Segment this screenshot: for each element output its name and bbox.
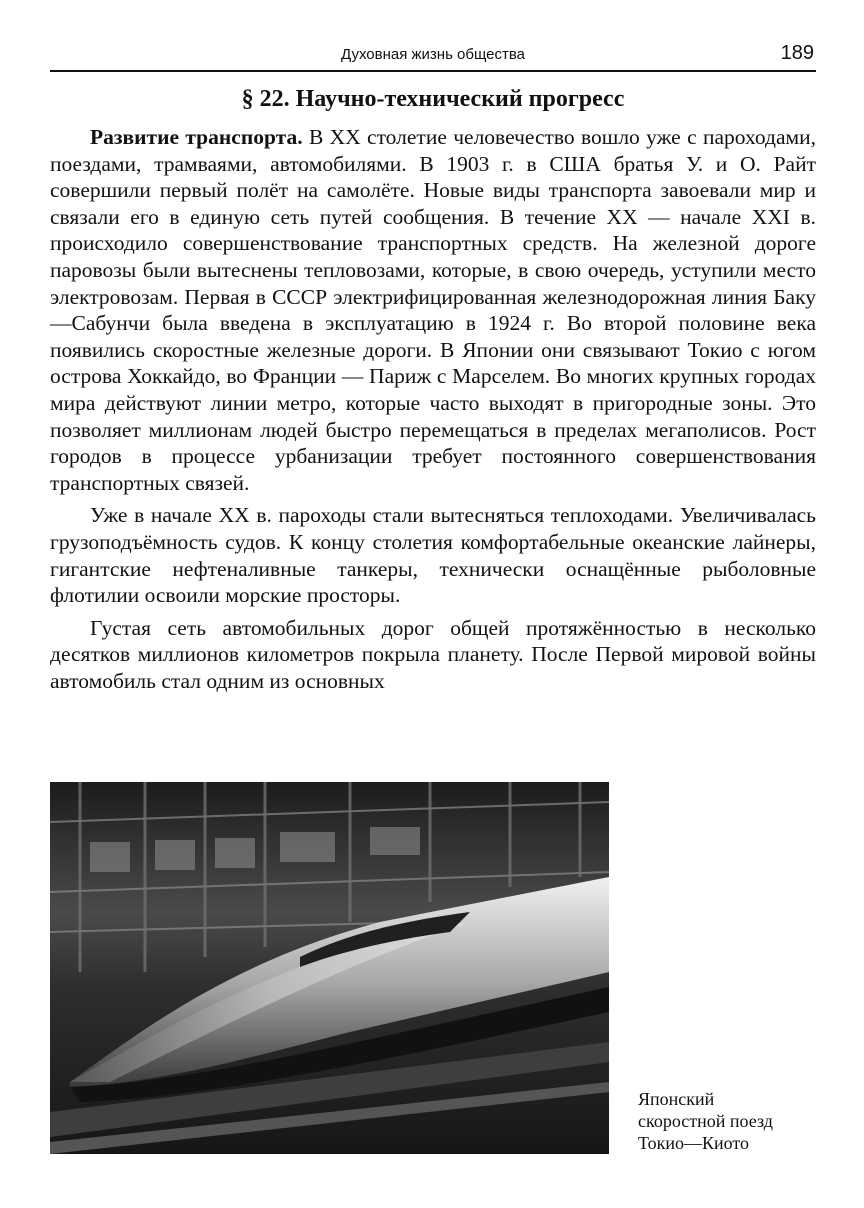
caption-line: Токио—Киото xyxy=(638,1133,750,1153)
train-photo-illustration xyxy=(50,782,609,1154)
photo-caption xyxy=(638,1088,838,1154)
paragraph-roads: Густая сеть автомобильных дорог общей протяжённостью в несколько десятков миллионов километров покрыла планету. После Первой мировой войны автомобиль стал одним из основных xyxy=(50,615,816,693)
paragraph-transport xyxy=(50,124,816,496)
running-title: Духовная жизнь общества xyxy=(340,46,526,63)
section-title: § 22. Научно-технический прогресс xyxy=(241,86,625,112)
paragraph-text: В XX столетие человечество вошло уже с пароходами, поездами, трамваями, автомобилями. В 1903 г. в США братья У. и О. Райт совершили первый полёт на самолёте. Новые виды транспорта завоевали мир и связали его в единую сеть путей сообщения. В течение XX — начале XXI в. происходило совершенствование транспортных средств. На железной дороге паровозы были вытеснены тепловозами, которые, в свою очередь, уступили место электровозам. Первая в СССР электрифицированная железнодорожная линия Баку—Сабунчи была введена в эксплуатацию в 1924 г. Во второй половине века появились скоростные железные дороги. В Японии они связывают Токио с югом острова Хоккайдо, во Франции — Париж с Марселем. Во многих крупных городах мира действуют линии метро, которые часто выходят в пригородные зоны. Это позволяет миллионам людей быстро перемещаться в пределах мегаполисов. Рост городов в процессе урбанизации требует постоянного совершенствования транспортных связей. xyxy=(50,125,817,495)
paragraph-ships: Уже в начале XX в. пароходы стали вытесняться теплоходами. Увеличивалась грузоподъёмность судов. К концу столетия комфортабельные океанские лайнеры, гигантские нефтеналивные танкеры, технически оснащённые рыболовные флотилии освоили морские просторы. xyxy=(50,503,816,608)
caption-line: скоростной поезд xyxy=(638,1111,773,1131)
page-number: 189 xyxy=(780,42,814,64)
body-text xyxy=(50,124,816,700)
page-header xyxy=(50,40,816,72)
caption-line: Японский xyxy=(638,1089,715,1109)
train-photo xyxy=(50,782,609,1154)
paragraph-lead: Развитие транспорта. xyxy=(90,125,303,149)
